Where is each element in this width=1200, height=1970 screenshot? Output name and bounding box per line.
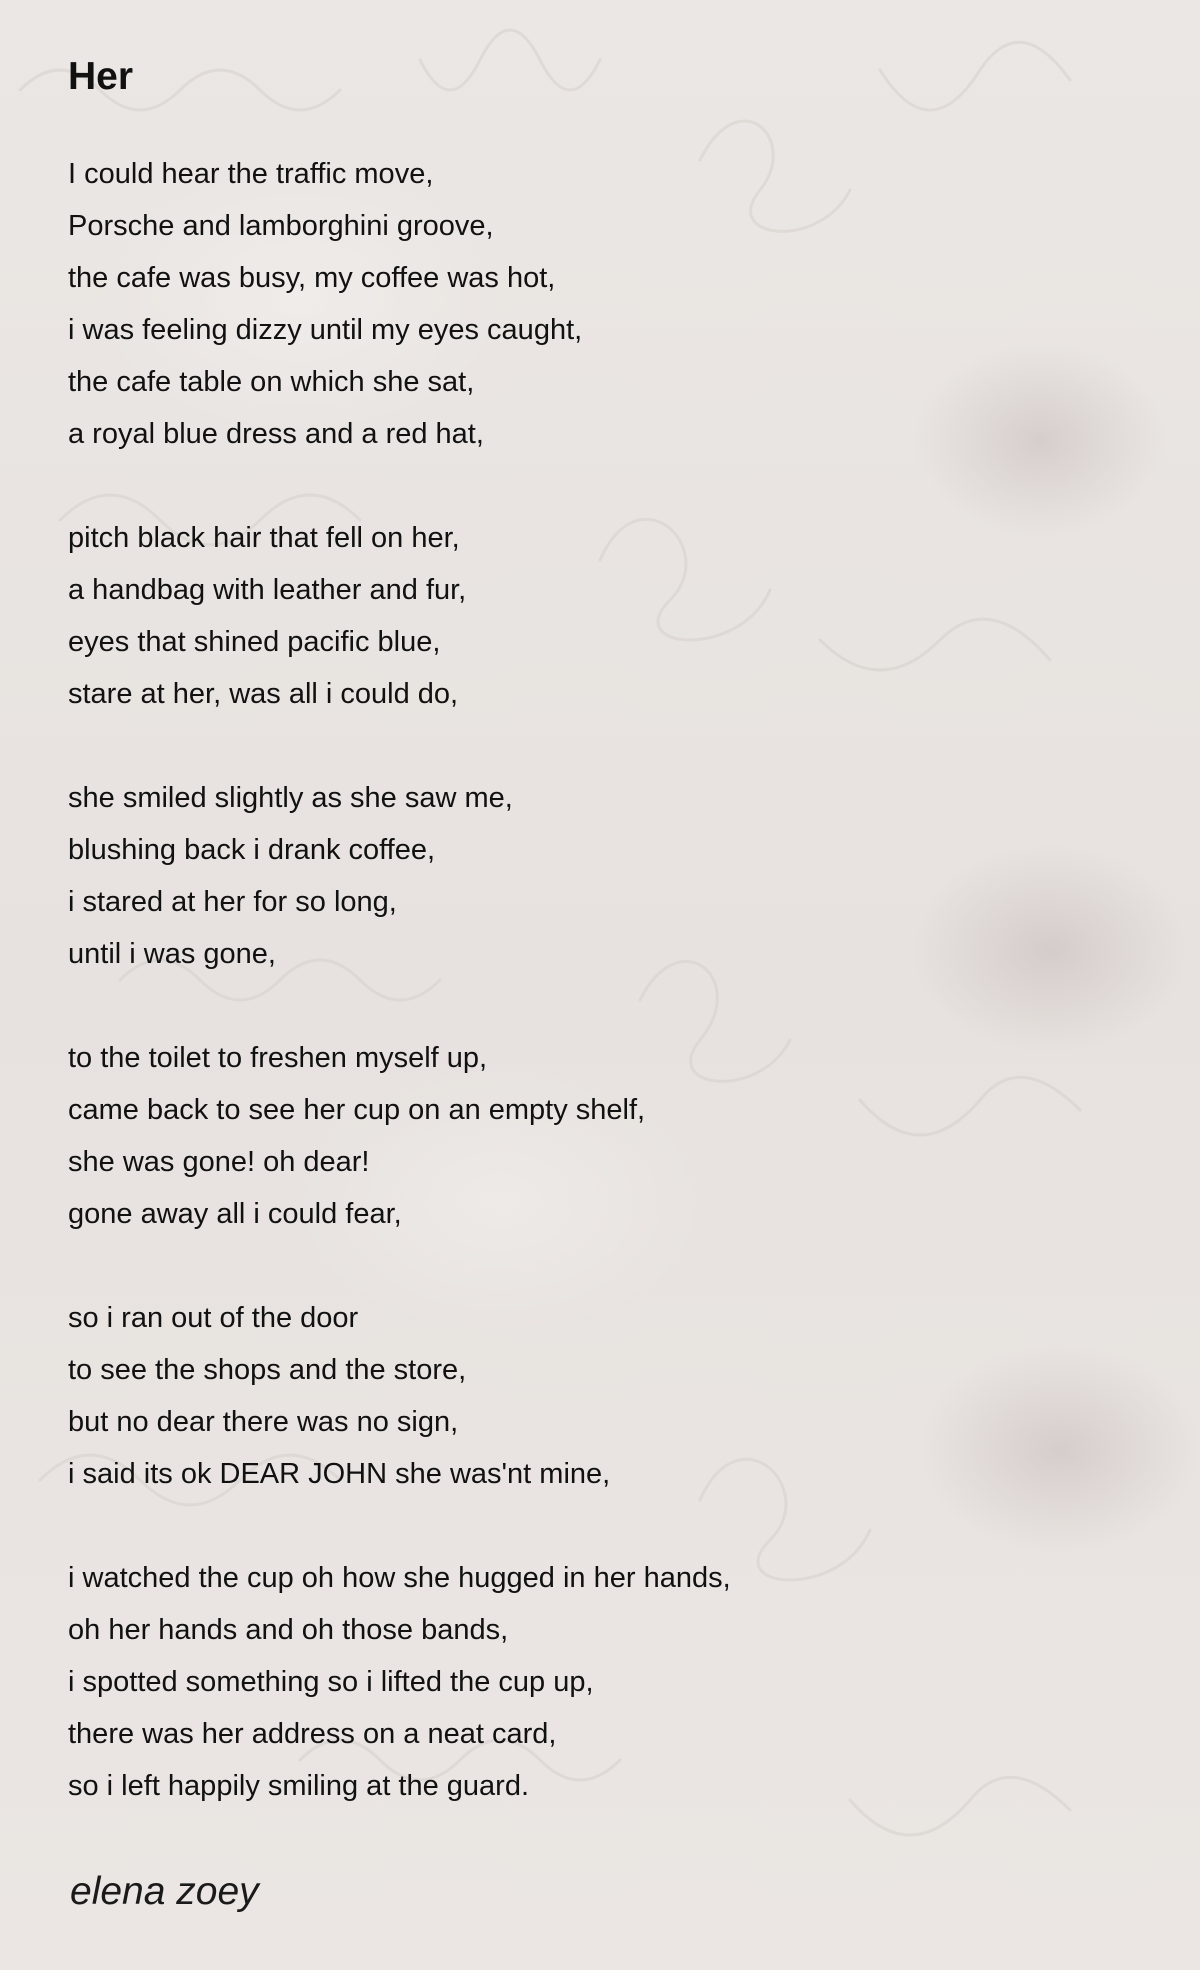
poem-line: i watched the cup oh how she hugged in her hands, — [68, 1562, 731, 1594]
stanza — [68, 1032, 1148, 1240]
poem-line: she was gone! oh dear! — [68, 1146, 370, 1178]
poem-line: pitch black hair that fell on her, — [68, 522, 460, 554]
stanza — [68, 1292, 1148, 1500]
poem-line: i stared at her for so long, — [68, 886, 397, 918]
poem-line: until i was gone, — [68, 938, 276, 970]
poem-line: blushing back i drank coffee, — [68, 834, 436, 866]
poem-line: to the toilet to freshen myself up, — [68, 1042, 488, 1074]
poem-body — [68, 148, 1148, 1864]
stanza — [68, 512, 1148, 720]
stanza — [68, 1552, 1148, 1812]
stanza — [68, 148, 1148, 460]
poem-line: i was feeling dizzy until my eyes caught, — [68, 314, 583, 346]
poem-line: oh her hands and oh those bands, — [68, 1614, 509, 1646]
poem-line: to see the shops and the store, — [68, 1354, 467, 1386]
stanza — [68, 772, 1148, 980]
poem-line: so i ran out of the door — [68, 1302, 359, 1334]
poem-line: I could hear the traffic move, — [68, 158, 434, 190]
poem-line: gone away all i could fear, — [68, 1198, 402, 1230]
poem-line: stare at her, was all i could do, — [68, 678, 459, 710]
poem-line: a royal blue dress and a red hat, — [68, 418, 484, 450]
poem-line: so i left happily smiling at the guard. — [68, 1770, 530, 1802]
poem-line: there was her address on a neat card, — [68, 1718, 557, 1750]
poem-line: came back to see her cup on an empty shelf, — [68, 1094, 646, 1126]
poem-line: but no dear there was no sign, — [68, 1406, 459, 1438]
poem-line: the cafe table on which she sat, — [68, 366, 475, 398]
poem-line: i spotted something so i lifted the cup up, — [68, 1666, 594, 1698]
poem-line: the cafe was busy, my coffee was hot, — [68, 262, 556, 294]
poem-line: Porsche and lamborghini groove, — [68, 210, 494, 242]
poem-title: Her — [68, 55, 134, 98]
poem-author[interactable]: elena zoey — [70, 1870, 259, 1913]
poem-line: i said its ok DEAR JOHN she was'nt mine, — [68, 1458, 611, 1490]
poem-line: a handbag with leather and fur, — [68, 574, 467, 606]
poem-line: eyes that shined pacific blue, — [68, 626, 441, 658]
poem-line: she smiled slightly as she saw me, — [68, 782, 513, 814]
